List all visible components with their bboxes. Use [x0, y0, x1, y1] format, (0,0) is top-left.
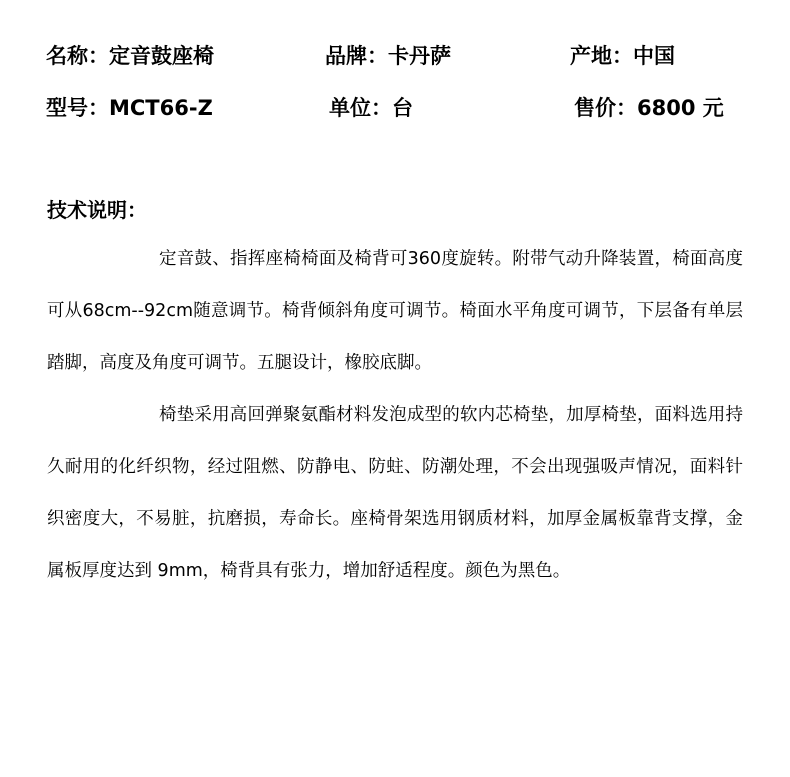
- tech-description: [47, 233, 743, 597]
- tech-section-title: 技术说明：: [47, 198, 147, 222]
- spec-price: 售价：6800 元: [574, 96, 724, 120]
- spec-model: 型号：MCT66-Z: [46, 96, 213, 120]
- spec-brand: 品牌：卡丹萨: [325, 44, 451, 68]
- spec-name: 名称：定音鼓座椅: [46, 44, 214, 68]
- tech-paragraph: 定音鼓、指挥座椅椅面及椅背可360度旋转。附带气动升降装置，椅面高度可从68cm--92cm随意调节。椅背倾斜角度可调节。椅面水平角度可调节，下层备有单层踏脚，高度及角度可调节。五腿设计，橡胶底脚。: [47, 249, 743, 373]
- spec-unit: 单位：台: [329, 96, 413, 120]
- tech-paragraph: 椅垫采用高回弹聚氨酯材料发泡成型的软内芯椅垫，加厚椅垫，面料选用持久耐用的化纤织物，经过阻燃、防静电、防蛀、防潮处理，不会出现强吸声情况，面料针织密度大，不易脏，抗磨损，寿命长。座椅骨架选用钢质材料，加厚金属板靠背支撑，金属板厚度达到 9mm，椅背具有张力，增加舒适程度。颜色为黑色。: [47, 405, 743, 581]
- spec-origin: 产地：中国: [570, 44, 675, 68]
